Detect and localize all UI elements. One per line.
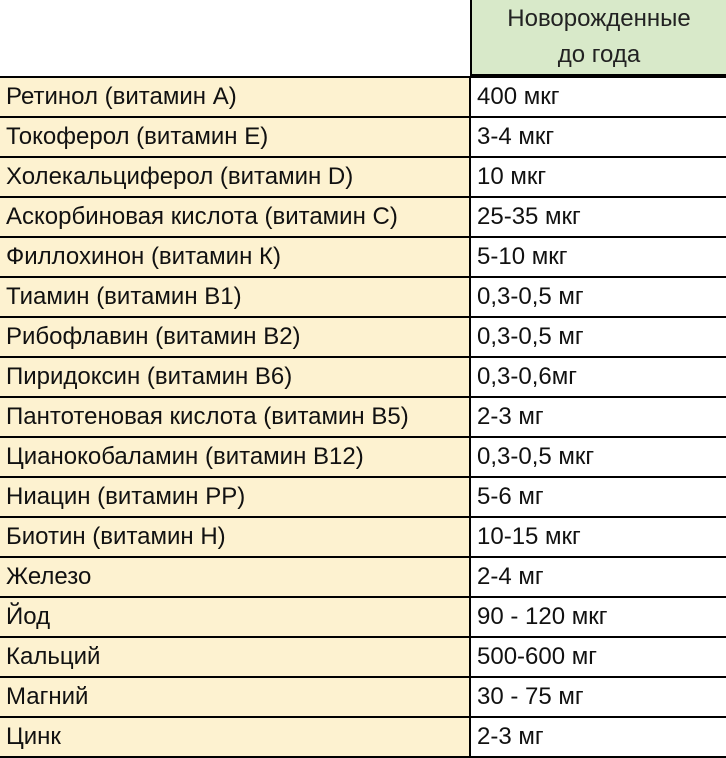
nutrient-name-cell: Филлохинон (витамин К) — [0, 237, 470, 277]
vitamin-table — [0, 76, 726, 758]
dose-cell: 0,3-0,5 мг — [470, 277, 726, 317]
table-row — [0, 317, 726, 357]
table-row — [0, 397, 726, 437]
table-row — [0, 557, 726, 597]
column-header-newborns: Новорожденные до года — [470, 0, 726, 76]
table-row — [0, 237, 726, 277]
table-row — [0, 637, 726, 677]
dose-cell: 0,3-0,5 мкг — [470, 437, 726, 477]
nutrient-name-cell: Биотин (витамин Н) — [0, 517, 470, 557]
table-row — [0, 597, 726, 637]
nutrient-name-cell: Пантотеновая кислота (витамин В5) — [0, 397, 470, 437]
table-row — [0, 477, 726, 517]
table-row — [0, 517, 726, 557]
nutrient-name-cell: Цинк — [0, 717, 470, 757]
dose-cell: 2-3 мг — [470, 397, 726, 437]
dose-cell: 2-4 мг — [470, 557, 726, 597]
dose-cell: 90 - 120 мкг — [470, 597, 726, 637]
table-row — [0, 277, 726, 317]
table-body — [0, 77, 726, 757]
header-blank-cell — [0, 0, 470, 76]
table-row — [0, 357, 726, 397]
nutrient-name-cell: Рибофлавин (витамин В2) — [0, 317, 470, 357]
nutrient-name-cell: Аскорбиновая кислота (витамин С) — [0, 197, 470, 237]
nutrient-name-cell: Железо — [0, 557, 470, 597]
nutrient-name-cell: Ниацин (витамин РР) — [0, 477, 470, 517]
nutrient-name-cell: Цианокобаламин (витамин В12) — [0, 437, 470, 477]
dose-cell: 30 - 75 мг — [470, 677, 726, 717]
dose-cell: 5-10 мкг — [470, 237, 726, 277]
table-row — [0, 157, 726, 197]
nutrient-name-cell: Ретинол (витамин А) — [0, 77, 470, 117]
nutrient-name-cell: Магний — [0, 677, 470, 717]
table-row — [0, 717, 726, 757]
dose-cell: 3-4 мкг — [470, 117, 726, 157]
dose-cell: 10 мкг — [470, 157, 726, 197]
nutrient-name-cell: Токоферол (витамин Е) — [0, 117, 470, 157]
dose-cell: 10-15 мкг — [470, 517, 726, 557]
table-row — [0, 77, 726, 117]
table-row — [0, 117, 726, 157]
dose-cell: 0,3-0,5 мг — [470, 317, 726, 357]
dose-cell: 25-35 мкг — [470, 197, 726, 237]
table-row — [0, 197, 726, 237]
nutrient-name-cell: Йод — [0, 597, 470, 637]
table-row — [0, 677, 726, 717]
dose-cell: 5-6 мг — [470, 477, 726, 517]
nutrient-name-cell: Холекальциферол (витамин D) — [0, 157, 470, 197]
dose-cell: 400 мкг — [470, 77, 726, 117]
header-row — [0, 0, 726, 76]
table-row — [0, 437, 726, 477]
dose-cell: 2-3 мг — [470, 717, 726, 757]
nutrient-name-cell: Тиамин (витамин В1) — [0, 277, 470, 317]
nutrient-name-cell: Пиридоксин (витамин В6) — [0, 357, 470, 397]
dose-cell: 500-600 мг — [470, 637, 726, 677]
dose-cell: 0,3-0,6мг — [470, 357, 726, 397]
nutrient-name-cell: Кальций — [0, 637, 470, 677]
